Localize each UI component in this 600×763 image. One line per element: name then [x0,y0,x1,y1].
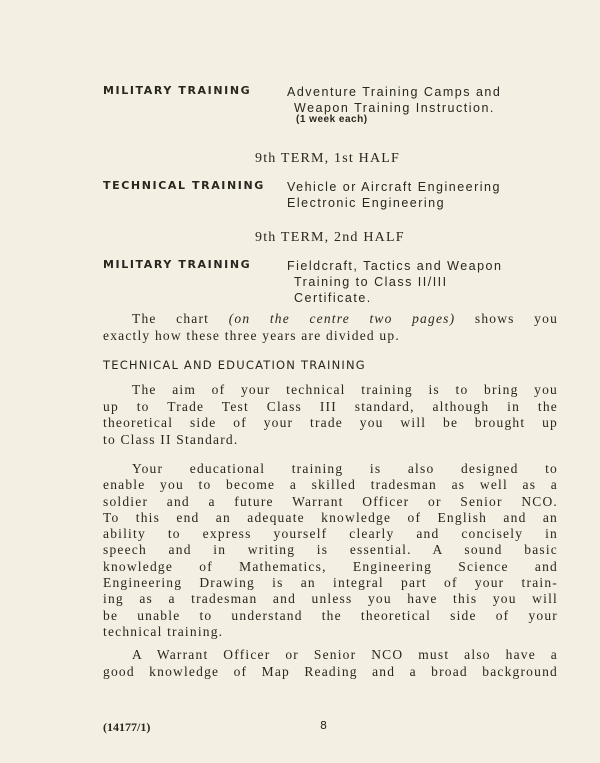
paragraph-2-line-5: ability to express yourself clearly and concisely in [103,526,558,542]
section-heading: TECHNICAL AND EDUCATION TRAINING [103,358,366,372]
paragraph-3-line-2: good knowledge of Map Reading and a broad background [103,663,558,679]
paragraph-2 [103,461,558,640]
section-2-line-2: Electronic Engineering [287,196,446,210]
chart-paragraph-post: shows you [474,311,559,326]
section-label-technical-training: TECHNICAL TRAINING [103,179,265,192]
chart-paragraph-italic: (on the centre two pages) [228,311,456,326]
paragraph-1-line-1: The aim of your technical training is to bring you [132,382,558,397]
term-heading-1: 9th TERM, 1st HALF [255,151,401,166]
paragraph-2-line-3: soldier and a future Warrant Officer or Senior NCO. [103,493,558,509]
chart-paragraph [103,310,558,344]
section-3-line-1: Fieldcraft, Tactics and Weapon [287,259,503,273]
paragraph-2-line-7: knowledge of Mathematics, Engineering Science and [103,558,558,574]
paragraph-1-line-3: theoretical side of your trade you will be brought up [103,415,558,430]
document-code: (14177/1) [103,720,151,734]
section-3-line-2: Training to Class II/III [294,275,448,289]
chart-paragraph-line-2: exactly how these three years are divided up. [103,328,400,343]
paragraph-2-line-11: technical training. [103,623,224,639]
section-label-military-training-2: MILITARY TRAINING [103,258,252,271]
paragraph-2-line-2: enable you to become a skilled tradesman as well as a [103,477,558,493]
paragraph-3 [103,647,558,680]
section-1-line-1: Adventure Training Camps and [287,85,502,99]
section-1-line-2: Weapon Training Instruction. [294,101,495,115]
chart-paragraph-pre: The chart [132,311,210,326]
section-2-line-1: Vehicle or Aircraft Engineering [287,180,501,194]
section-label-military-training-1: MILITARY TRAINING [103,84,252,97]
page-number: 8 [320,719,327,732]
paragraph-2-line-6: speech and in writing is essential. A sound basic [103,542,558,558]
paragraph-2-line-9: ing as a tradesman and unless you have this you will [103,591,558,607]
section-3-line-3: Certificate. [294,291,372,305]
paragraph-2-line-8: Engineering Drawing is an integral part of your train- [103,575,558,591]
paragraph-2-line-4: To this end an adequate knowledge of English and an [103,509,558,525]
paragraph-1 [103,382,558,448]
term-heading-2: 9th TERM, 2nd HALF [255,230,405,245]
paragraph-2-line-1: Your educational training is also designed to [132,461,558,476]
paragraph-1-line-4: to Class II Standard. [103,431,239,447]
paragraph-2-line-10: be unable to understand the theoretical side of your [103,607,558,623]
section-1-note: (1 week each) [296,114,368,125]
paragraph-3-line-1: A Warrant Officer or Senior NCO must also have a [132,647,558,662]
chart-paragraph-line-1 [103,310,558,327]
paragraph-1-line-2: up to Trade Test Class III standard, although in the [103,398,558,414]
